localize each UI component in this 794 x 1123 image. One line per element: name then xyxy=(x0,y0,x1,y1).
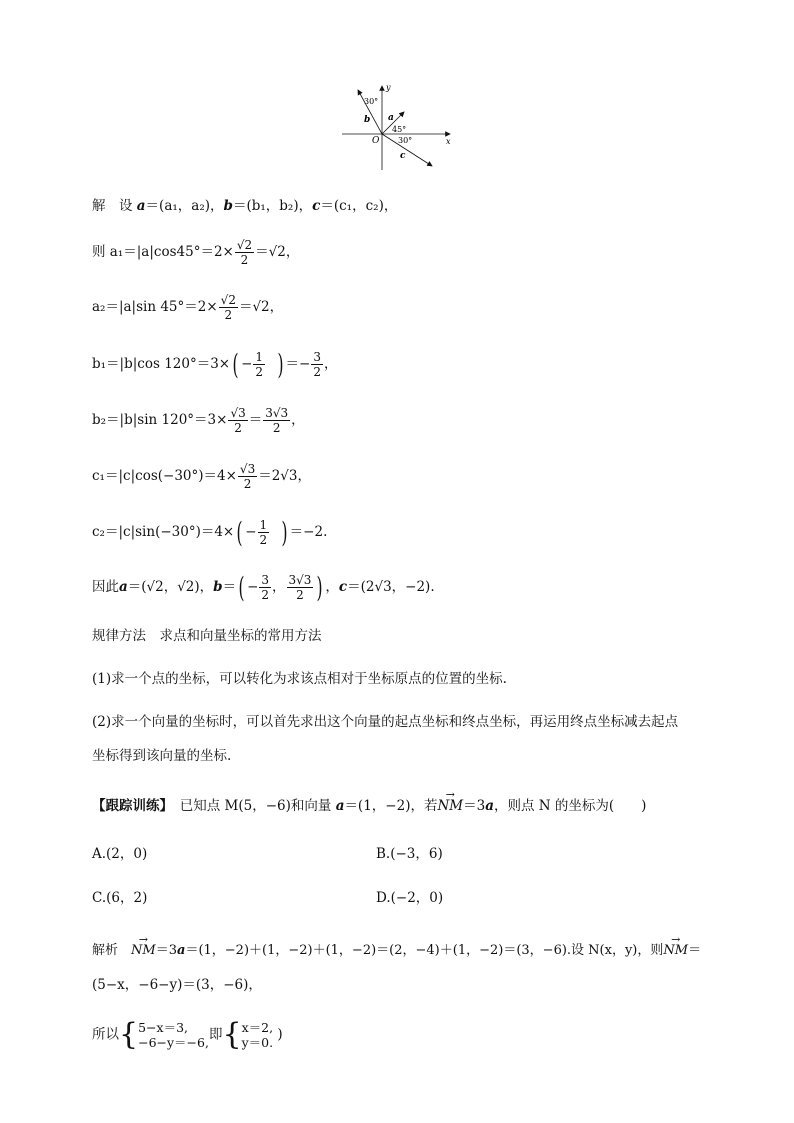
eq-b1 xyxy=(92,347,338,381)
vector-nm: → NM xyxy=(437,796,463,816)
vec-a-bold: a xyxy=(335,798,345,814)
vec-a-bold: a xyxy=(119,579,128,595)
method-point-2a: (2)求一个向量的坐标时，可以首先求出这个向量的起点坐标和终点坐标，再运用终点坐标减去起点 xyxy=(92,714,679,730)
vector-nm: → NM xyxy=(131,941,156,961)
conclusion-a-value: ＝(√2，√2)， xyxy=(127,579,214,595)
eq-a1-pre: 则 a₁＝|a|cos45°＝2× xyxy=(92,244,234,260)
conclusion-prefix: 因此 xyxy=(92,579,119,595)
vec-c-bold: c xyxy=(338,579,348,595)
vec-c-bold: c xyxy=(312,198,321,214)
analysis-eq2: ＝ xyxy=(688,943,702,958)
fraction-num: 1 xyxy=(259,518,268,532)
fraction-num: √3 xyxy=(230,406,246,420)
fraction-num: √2 xyxy=(220,293,236,307)
vec-b-bold: b xyxy=(223,198,233,214)
system-2-row-1: x＝2, xyxy=(241,1020,274,1035)
eq-b2-end: ， xyxy=(291,412,305,428)
eq-c1 xyxy=(92,462,311,491)
vec-b-bold: b xyxy=(213,579,223,595)
left-brace: { xyxy=(222,1017,242,1052)
conclusion-c-value: ＝(2√3，−2). xyxy=(347,579,435,595)
fraction-num: 1 xyxy=(255,350,264,364)
eq-b2 xyxy=(92,406,305,435)
eq-a2-post: ＝√2， xyxy=(238,299,284,315)
fraction xyxy=(258,518,270,547)
eq-c2 xyxy=(92,515,328,549)
fraction xyxy=(287,573,314,602)
analysis-line-1 xyxy=(92,941,701,961)
eq-c1-post: ＝2√3， xyxy=(258,468,311,484)
vector-a-label: a xyxy=(388,113,394,123)
left-paren: ( xyxy=(238,570,245,604)
question-pre: 已知点 M(5，−6)和向量 xyxy=(166,798,336,814)
left-brace: { xyxy=(119,1017,139,1052)
vector-b-label: b xyxy=(364,115,371,125)
fraction-den: 2 xyxy=(261,588,270,602)
vec-a-bold: a xyxy=(177,943,186,958)
minus-sign: − xyxy=(241,356,253,372)
axis-y-label: y xyxy=(386,83,391,92)
angle-b-label: 30° xyxy=(364,97,379,106)
exercise-question xyxy=(92,796,646,816)
fraction xyxy=(228,406,247,435)
comma: ， xyxy=(272,579,286,595)
vector-nm: → NM xyxy=(663,941,688,961)
question-post: ，则点 N 的坐标为( ) xyxy=(493,798,647,814)
vector-figure xyxy=(338,80,456,172)
angle-c-label: 30° xyxy=(398,136,413,145)
fraction-num: 3 xyxy=(313,350,321,364)
right-paren: ) xyxy=(281,515,288,549)
eq-b1-post: ＝− xyxy=(285,356,311,372)
fraction xyxy=(263,406,290,435)
vector-c-label: c xyxy=(400,151,406,161)
eq-a: ＝(a₁，a₂)， xyxy=(145,198,224,214)
fraction-den: 2 xyxy=(259,533,268,547)
system-1 xyxy=(138,1020,209,1050)
fraction-den: 2 xyxy=(313,365,321,379)
fraction xyxy=(311,350,323,379)
solution-intro xyxy=(92,196,397,216)
option-b[interactable]: B.(−3，6) xyxy=(376,846,443,862)
eq-b: ＝(b₁，b₂)， xyxy=(232,198,313,214)
eq-c: ＝(c₁，c₂)， xyxy=(320,198,398,214)
exercise-tag: 【跟踪训练】 xyxy=(92,798,167,814)
fraction-den: 2 xyxy=(296,588,304,602)
right-paren: ) xyxy=(277,347,284,381)
eq-a1 xyxy=(92,238,299,267)
eq-b2-mid: ＝ xyxy=(248,412,263,428)
conclusion-b-eq: ＝ xyxy=(222,579,237,595)
question-mid: ＝(1，−2)，若 xyxy=(344,798,438,814)
option-c[interactable]: C.(6，2) xyxy=(92,890,148,906)
vec-a-bold: a xyxy=(136,198,146,214)
system-2-row-2: y＝0. xyxy=(241,1035,274,1050)
eq-a2 xyxy=(92,293,283,322)
intro-prefix: 设 xyxy=(119,198,133,214)
analysis-eq1: ＝3 xyxy=(155,943,177,958)
fraction xyxy=(219,293,238,322)
minus-sign: − xyxy=(245,524,257,540)
fraction-den: 2 xyxy=(243,477,252,491)
fraction-den: 2 xyxy=(240,253,249,267)
eq-a1-post: ＝√2， xyxy=(255,244,300,260)
origin-label: O xyxy=(372,136,380,146)
method-title: 规律方法 求点和向量坐标的常用方法 xyxy=(92,628,322,644)
fraction-den: 2 xyxy=(255,365,264,379)
fraction xyxy=(259,573,271,602)
fraction-den: 2 xyxy=(234,421,242,435)
fraction-num: 3√3 xyxy=(265,406,289,420)
fraction xyxy=(238,462,257,491)
solution-label: 解 xyxy=(92,198,106,214)
left-paren: ( xyxy=(232,347,239,381)
fraction-num: 3 xyxy=(261,573,270,587)
eq-b2-pre: b₂＝|b|sin 120°＝3× xyxy=(92,412,228,428)
system-1-row-2: −6−y＝−6, xyxy=(138,1035,209,1050)
analysis-label: 解析 xyxy=(92,943,119,958)
method-point-1: (1)求一个点的坐标，可以转化为求该点相对于坐标原点的位置的坐标. xyxy=(92,671,507,687)
analysis-system xyxy=(92,1017,283,1052)
eq-c2-post: ＝−2. xyxy=(289,524,328,540)
left-paren: ( xyxy=(236,515,243,549)
eq-a2-pre: a₂＝|a|sin 45°＝2× xyxy=(92,299,218,315)
question-eq: ＝3 xyxy=(463,798,486,814)
comma: ， xyxy=(325,579,339,595)
axis-x-label: x xyxy=(446,137,451,146)
method-point-2b: 坐标得到该向量的坐标. xyxy=(92,748,232,764)
eq-b1-pre: b₁＝|b|cos 120°＝3× xyxy=(92,356,231,372)
option-d[interactable]: D.(−2，0) xyxy=(376,890,444,906)
ji-label: 即 xyxy=(208,1026,223,1043)
eq-c1-pre: c₁＝|c|cos(−30°)＝4× xyxy=(92,468,237,484)
right-paren: ) xyxy=(316,570,323,604)
close-paren: ) xyxy=(277,1026,283,1043)
fraction-num: √3 xyxy=(239,462,256,476)
conclusion xyxy=(92,570,435,604)
system-1-row-1: 5−x＝3, xyxy=(138,1020,188,1035)
minus-sign: − xyxy=(247,579,259,595)
fraction xyxy=(253,350,265,379)
eq-c2-pre: c₂＝|c|sin(−30°)＝4× xyxy=(92,524,235,540)
fraction-num: 3√3 xyxy=(288,573,312,587)
analysis-line-2: (5−x，−6−y)＝(3，−6)， xyxy=(92,977,262,993)
so-label: 所以 xyxy=(92,1026,119,1043)
fraction-den: 2 xyxy=(272,421,281,435)
angle-a-label: 45° xyxy=(392,125,407,134)
vec-a-bold: a xyxy=(485,798,494,814)
analysis-eq1b: ＝(1，−2)＋(1，−2)＋(1，−2)＝(2，−4)＋(1，−2)＝(3，−6).设 N(x，y)，则 xyxy=(185,943,664,958)
fraction-den: 2 xyxy=(224,308,233,322)
fraction-num: √2 xyxy=(236,238,253,252)
option-a[interactable]: A.(2，0) xyxy=(92,846,148,862)
fraction xyxy=(235,238,254,267)
system-2 xyxy=(242,1020,274,1050)
eq-b1-end: ， xyxy=(324,356,338,372)
